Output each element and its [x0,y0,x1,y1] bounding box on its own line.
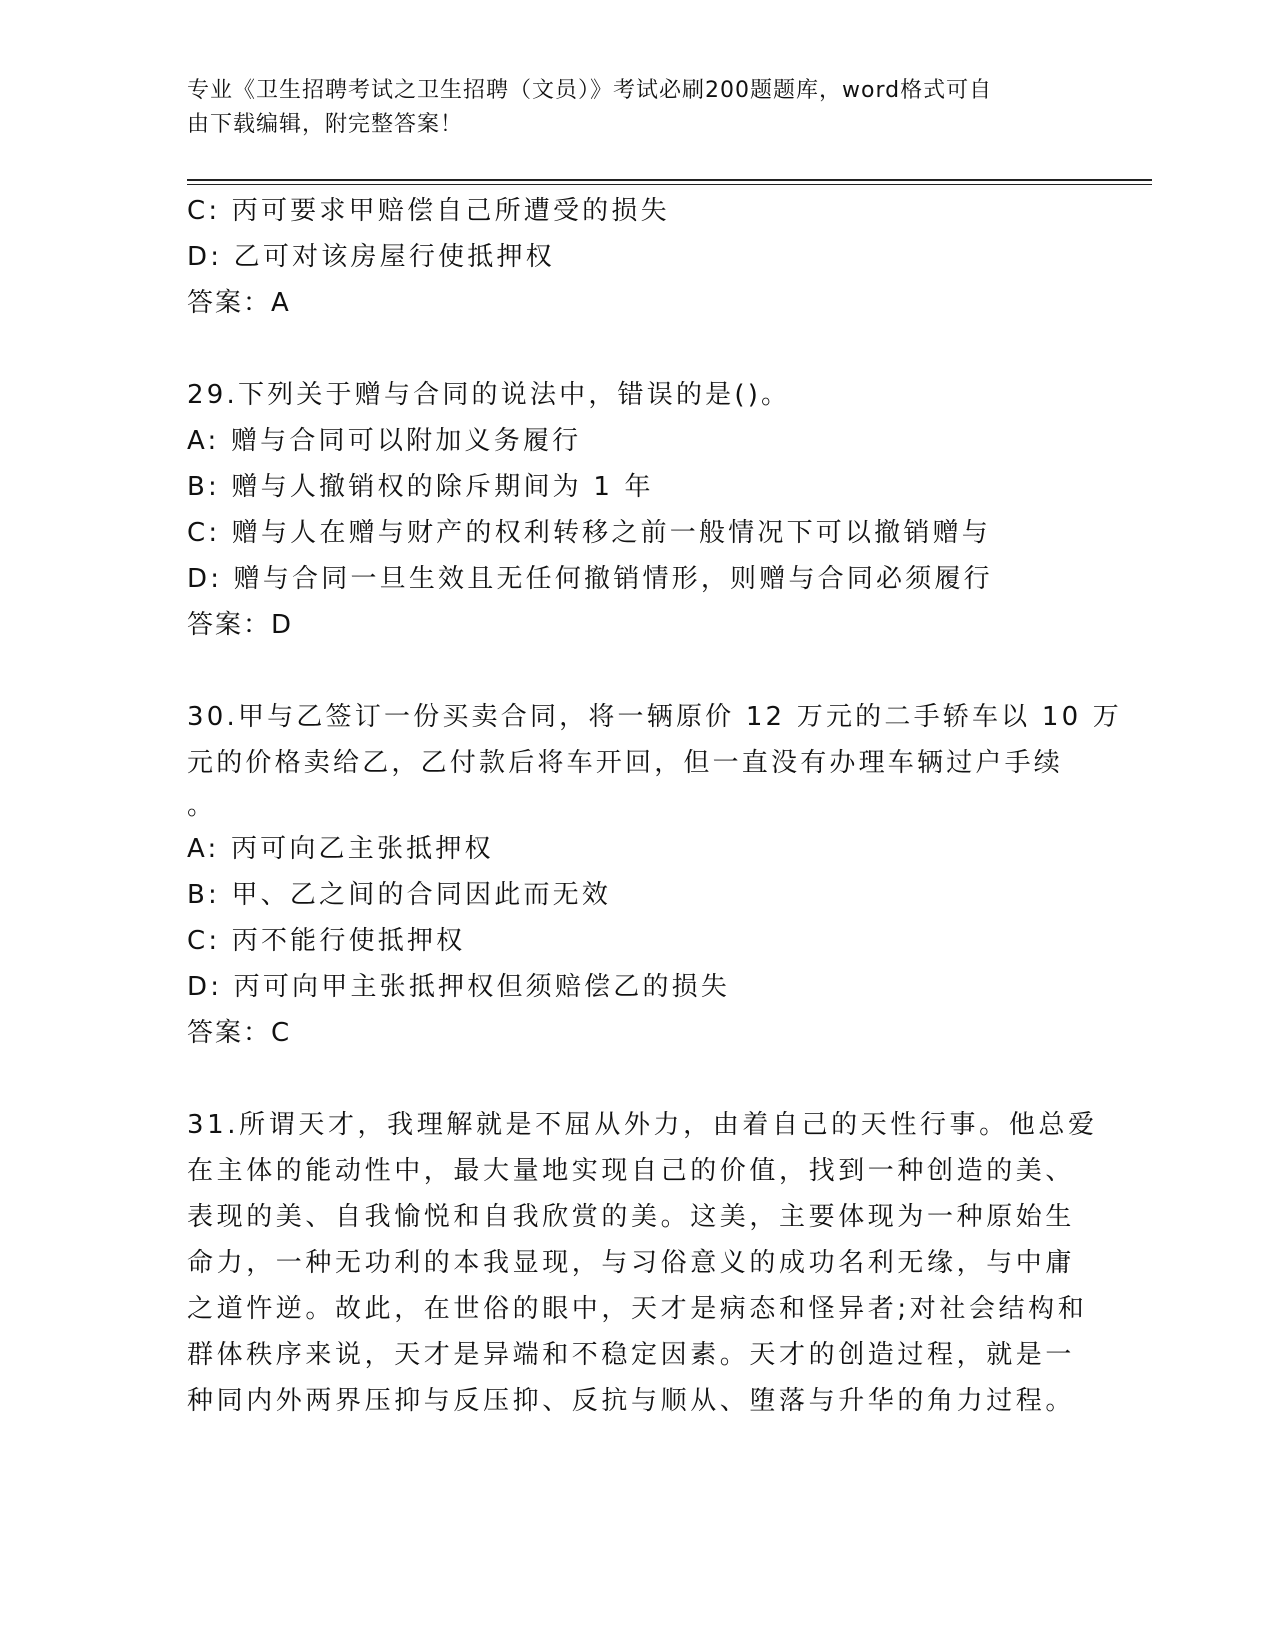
option-b: B: 赠与人撤销权的除斥期间为 1 年 [187,472,654,502]
header-divider-thin [187,184,1152,185]
question-31 [187,1102,1098,1424]
answer-label: 答案： [187,610,272,640]
question-stem-line-3: 。 [187,791,217,821]
spacer [187,648,1087,694]
passage-line: 31.所谓天才，我理解就是不屈从外力，由着自己的天性行事。他总爱 [187,1110,1098,1140]
question-stem-line-1: 30.甲与乙签订一份买卖合同，将一辆原价 12 万元的二手轿车以 10 万 [187,702,1122,732]
option-b: B: 甲、乙之间的合同因此而无效 [187,880,612,910]
question-stem-line-2: 元的价格卖给乙，乙付款后将车开回，但一直没有办理车辆过户手续 [187,748,1064,778]
document-header [187,74,1067,142]
passage-line: 群体秩序来说，天才是异端和不稳定因素。天才的创造过程，就是一 [187,1340,1076,1370]
answer [187,602,1087,648]
passage-line: 表现的美、自我愉悦和自我欣赏的美。这美，主要体现为一种原始生 [187,1202,1076,1232]
passage-line: 命力，一种无功利的本我显现，与习俗意义的成功名利无缘，与中庸 [187,1248,1076,1278]
option-a: A: 赠与合同可以附加义务履行 [187,426,582,456]
option-c: C: 赠与人在赠与财产的权利转移之前一般情况下可以撤销赠与 [187,518,991,548]
header-line-1: 专业《卫生招聘考试之卫生招聘（文员）》考试必刷200题题库，word格式可自 [187,78,993,103]
question-30 [187,694,1122,1056]
spacer [187,326,1087,372]
question-29 [187,372,1087,648]
answer-value: A [271,288,291,318]
option-a: A: 丙可向乙主张抵押权 [187,834,494,864]
passage-line: 种同内外两界压抑与反压抑、反抗与顺从、堕落与升华的角力过程。 [187,1386,1076,1416]
header-divider-thick [187,179,1152,181]
option-d: D: 乙可对该房屋行使抵押权 [187,242,555,272]
spacer [187,1056,1087,1102]
question-28 [187,188,1087,326]
option-c: C: 丙不能行使抵押权 [187,926,466,956]
passage-line: 在主体的能动性中，最大量地实现自己的价值，找到一种创造的美、 [187,1156,1076,1186]
answer-label: 答案： [187,288,272,318]
passage-line: 之道忤逆。故此，在世俗的眼中，天才是病态和怪异者;对社会结构和 [187,1294,1088,1324]
header-line-2: 由下载编辑，附完整答案！ [187,112,464,137]
option-d: D: 丙可向甲主张抵押权但须赔偿乙的损失 [187,972,731,1002]
document-body [187,188,1122,1424]
question-stem: 29.下列关于赠与合同的说法中，错误的是()。 [187,380,791,410]
option-d: D: 赠与合同一旦生效且无任何撤销情形，则赠与合同必须履行 [187,564,993,594]
answer-label: 答案： [187,1018,272,1048]
option-c: C: 丙可要求甲赔偿自己所遭受的损失 [187,196,670,226]
answer [187,1010,1087,1056]
answer-value: C [271,1018,292,1048]
answer-value: D [271,610,294,640]
answer [187,280,1087,326]
